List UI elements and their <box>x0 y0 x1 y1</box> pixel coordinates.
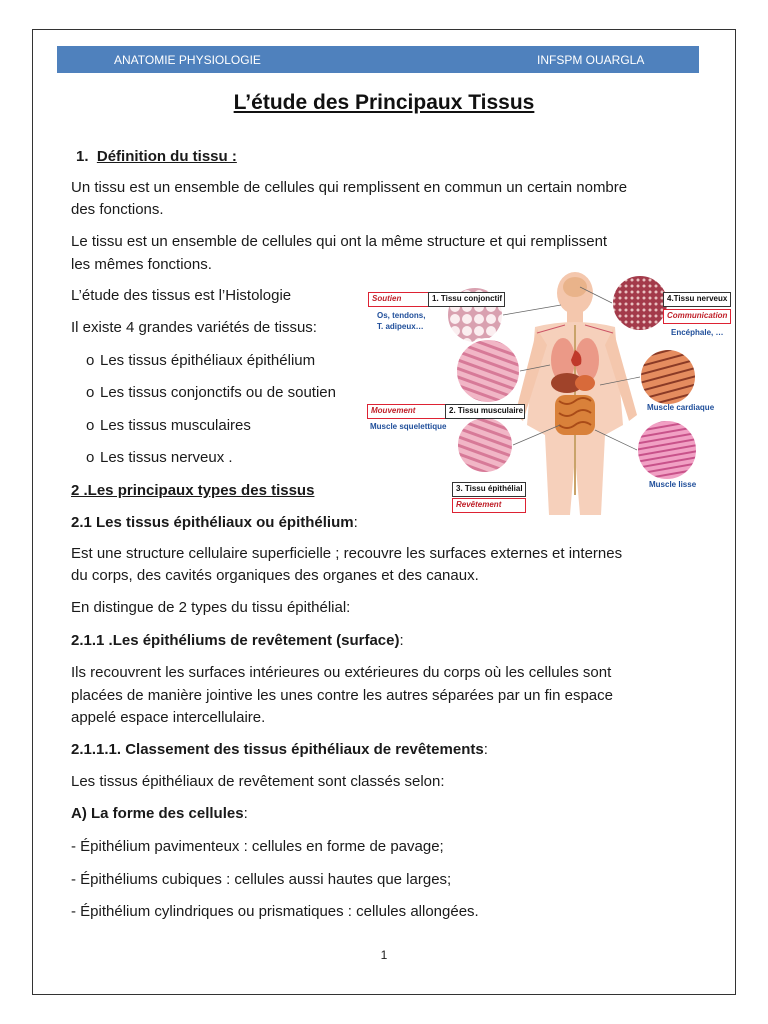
paragraph-line: Les tissus épithéliaux de revêtement sont classés selon: <box>71 773 445 790</box>
subsection-2-1: 2.1 Les tissus épithéliaux ou épithélium: <box>71 514 358 531</box>
label-tissu-conjonctif: 1. Tissu conjonctif <box>432 294 503 303</box>
header-left: ANATOMIE PHYSIOLOGIE <box>114 53 261 67</box>
label-encephale: Encéphale, … <box>671 328 724 337</box>
label-tissu-musculaire: 2. Tissu musculaire <box>449 406 524 415</box>
label-adipeux: T. adipeux… <box>377 322 424 331</box>
label-soutien: Soutien <box>372 294 402 303</box>
label-revetement: Revêtement <box>456 500 502 509</box>
label-tissu-epithelial: 3. Tissu épithélial <box>456 484 523 493</box>
section1-number: 1. <box>76 148 89 165</box>
paragraph-line: appelé espace intercellulaire. <box>71 709 266 726</box>
section1-heading <box>76 146 237 168</box>
page-title: L’étude des Principaux Tissus <box>233 91 535 114</box>
paragraph-line: placées de manière jointive les unes contre les autres séparées par un fin espace <box>71 687 613 704</box>
paragraph-line: Est une structure cellulaire superficielle ; recouvre les surfaces externes et internes <box>71 545 623 562</box>
label-muscle-squelettique: Muscle squelettique <box>370 422 447 431</box>
page-number: 1 <box>380 948 388 962</box>
list-item: o Les tissus musculaires <box>86 417 251 434</box>
paragraph-line: Un tissu est un ensemble de cellules qui remplissent en commun un certain nombre <box>71 179 628 196</box>
tissue-figure <box>365 265 737 518</box>
section2-heading: 2 .Les principaux types des tissus <box>71 482 315 499</box>
paragraph-line: Le tissu est un ensemble de cellules qui ont la même structure et qui remplissent <box>71 233 608 250</box>
list-item: o Les tissus conjonctifs ou de soutien <box>86 384 336 401</box>
paragraph-line: les mêmes fonctions. <box>71 256 212 273</box>
label-muscle-lisse: Muscle lisse <box>649 480 697 489</box>
subsection-2-1-1-1: 2.1.1.1. Classement des tissus épithéliaux de revêtements: <box>71 741 488 758</box>
paragraph-line: Ils recouvrent les surfaces intérieures ou extérieures du corps où les cellules sont <box>71 664 612 681</box>
paragraph-line: L’étude des tissus est l’Histologie <box>71 287 292 304</box>
header-right: INFSPM OUARGLA <box>537 53 645 67</box>
list-item: - Épithélium pavimenteux : cellules en forme de pavage; <box>71 838 444 855</box>
document-header <box>57 46 699 73</box>
label-communication: Communication <box>667 311 728 320</box>
label-mouvement: Mouvement <box>371 406 416 415</box>
label-os-tendons: Os, tendons, <box>377 311 426 320</box>
section1-title: Définition du tissu : <box>96 148 237 165</box>
list-item: - Épithélium cylindriques ou prismatiques : cellules allongées. <box>71 903 479 920</box>
list-item: o Les tissus épithéliaux épithélium <box>86 352 316 369</box>
list-item: o Les tissus nerveux . <box>86 449 233 466</box>
paragraph-line: En distingue de 2 types du tissu épithélial: <box>71 599 351 616</box>
paragraph-line: Il existe 4 grandes variétés de tissus: <box>71 319 317 336</box>
paragraph-line: du corps, des cavités organiques des organes et des canaux. <box>71 567 479 584</box>
paragraph-line: des fonctions. <box>71 201 164 218</box>
label-muscle-cardiaque: Muscle cardiaque <box>647 403 715 412</box>
label-tissu-nerveux: 4.Tissu nerveux <box>667 294 728 303</box>
subsection-2-1-1: 2.1.1 .Les épithéliums de revêtement (surface): <box>71 632 404 649</box>
subsection-a: A) La forme des cellules: <box>71 805 248 822</box>
list-item: - Épithéliums cubiques : cellules aussi hautes que larges; <box>71 871 452 888</box>
